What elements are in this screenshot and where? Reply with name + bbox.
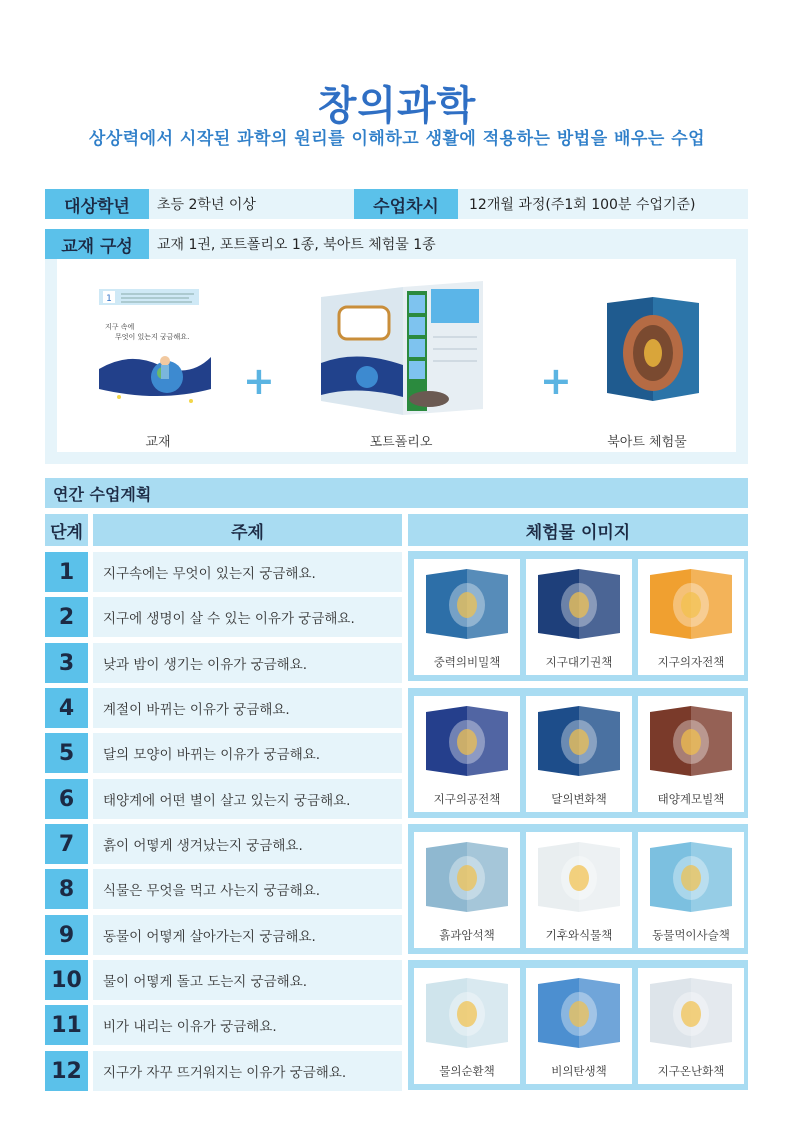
- activity-image: [534, 567, 624, 643]
- textbook-image: [99, 285, 211, 413]
- annual-plan-title: 연간 수업계획: [45, 478, 748, 508]
- grade-value: 초등 2학년 이상: [157, 197, 256, 213]
- activity-card: [526, 696, 632, 812]
- activity-label: 지구온난화책: [657, 1064, 725, 1078]
- step-topic: 지구에 생명이 살 수 있는 이유가 궁금해요.: [93, 597, 402, 637]
- activity-image: [534, 976, 624, 1052]
- step-topic: 식물은 무엇을 먹고 사는지 궁금해요.: [93, 869, 402, 909]
- step-number: 11: [45, 1005, 88, 1045]
- header-image: 체험물 이미지: [408, 514, 748, 546]
- activity-image: [646, 840, 736, 916]
- svg-text:지구 속에: 지구 속에: [105, 323, 135, 331]
- activity-group: [408, 824, 748, 954]
- material-label-portfolio: 포트폴리오: [369, 435, 433, 450]
- plus-icon: +: [540, 359, 572, 403]
- step-topic: 달의 모양이 바뀌는 이유가 궁금해요.: [93, 733, 402, 773]
- header-step: 단계: [45, 514, 88, 546]
- step-number: 2: [45, 597, 88, 637]
- activity-label: 중력의비밀책: [433, 655, 501, 669]
- activity-card: [414, 696, 520, 812]
- activity-group: [408, 960, 748, 1090]
- activity-image: [534, 704, 624, 780]
- activity-label: 지구의자전책: [657, 655, 725, 669]
- step-number: 10: [45, 960, 88, 1000]
- materials-section: [45, 229, 748, 464]
- step-topic: 태양계에 어떤 별이 살고 있는지 궁금해요.: [93, 779, 402, 819]
- step-number: 6: [45, 779, 88, 819]
- activity-label: 흙과암석책: [439, 928, 495, 942]
- material-label-textbook: 교재: [145, 435, 171, 450]
- activity-label: 동물먹이사슬책: [652, 928, 730, 942]
- composition-value: 교재 1권, 포트폴리오 1종, 북아트 체험물 1종: [157, 237, 436, 253]
- step-topic: 지구속에는 무엇이 있는지 궁금해요.: [93, 552, 402, 592]
- activity-image: [646, 704, 736, 780]
- step-number: 1: [45, 552, 88, 592]
- material-label-bookart: 북아트 체험물: [607, 435, 687, 450]
- page-subtitle: 상상력에서 시작된 과학의 원리를 이해하고 생활에 적용하는 방법을 배우는 수업: [88, 129, 706, 149]
- materials-panel: [57, 259, 736, 452]
- step-number: 4: [45, 688, 88, 728]
- header-topic: 주제: [93, 514, 402, 546]
- step-topic: 낮과 밤이 생기는 이유가 궁금해요.: [93, 643, 402, 683]
- step-number: 7: [45, 824, 88, 864]
- step-number: 5: [45, 733, 88, 773]
- step-topic: 물이 어떻게 돌고 도는지 궁금해요.: [93, 960, 402, 1000]
- bookart-image: [607, 297, 699, 407]
- activity-image: [646, 567, 736, 643]
- composition-label: 교재 구성: [45, 229, 149, 259]
- step-topic: 비가 내리는 이유가 궁금해요.: [93, 1005, 402, 1045]
- sessions-value: 12개월 과정(주1회 100분 수업기준): [469, 197, 696, 213]
- activity-label: 비의탄생책: [551, 1064, 607, 1078]
- step-number: 3: [45, 643, 88, 683]
- activity-image: [422, 840, 512, 916]
- step-number: 8: [45, 869, 88, 909]
- grade-label: 대상학년: [45, 189, 149, 219]
- step-topic: 지구가 자꾸 뜨거워지는 이유가 궁금해요.: [93, 1051, 402, 1091]
- activity-group: [408, 688, 748, 818]
- activity-card: [638, 696, 744, 812]
- step-topic: 계절이 바뀌는 이유가 궁금해요.: [93, 688, 402, 728]
- page-title: 창의과학: [317, 83, 477, 129]
- activity-label: 달의변화책: [551, 792, 607, 806]
- step-topic: 동물이 어떻게 살아가는지 궁금해요.: [93, 915, 402, 955]
- activity-image: [422, 976, 512, 1052]
- activity-image: [646, 976, 736, 1052]
- activity-card: [526, 968, 632, 1084]
- textbook-number: 1: [106, 294, 112, 304]
- activity-group: [408, 551, 748, 681]
- activity-image: [422, 704, 512, 780]
- activity-card: [414, 559, 520, 675]
- activity-card: [414, 968, 520, 1084]
- info-row-grade: [45, 189, 748, 219]
- activity-label: 물의순환책: [439, 1064, 495, 1078]
- step-number: 9: [45, 915, 88, 955]
- step-topic: 흙이 어떻게 생겨났는지 궁금해요.: [93, 824, 402, 864]
- portfolio-image: [317, 277, 487, 417]
- activity-card: [414, 832, 520, 948]
- step-number: 12: [45, 1051, 88, 1091]
- activity-image: [422, 567, 512, 643]
- activity-label: 지구의공전책: [433, 792, 501, 806]
- activity-card: [526, 559, 632, 675]
- svg-text:무엇이 있는지 궁금해요.: 무엇이 있는지 궁금해요.: [115, 333, 190, 341]
- activity-card: [638, 559, 744, 675]
- activity-card: [638, 832, 744, 948]
- activity-label: 태양계모빌책: [657, 792, 725, 806]
- sessions-label: 수업차시: [354, 189, 458, 219]
- activity-image: [534, 840, 624, 916]
- activity-label: 지구대기권책: [545, 655, 613, 669]
- plus-icon: +: [243, 359, 275, 403]
- activity-card: [526, 832, 632, 948]
- activity-card: [638, 968, 744, 1084]
- activity-label: 기후와식물책: [545, 928, 613, 942]
